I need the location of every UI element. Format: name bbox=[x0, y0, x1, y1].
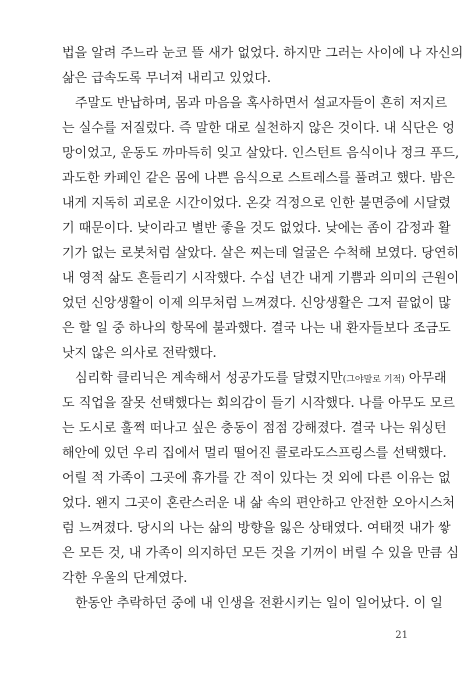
text-line: 과도한 카페인 같은 몸에 나쁜 음식으로 스트레스를 풀려고 했다. 밤은 bbox=[62, 171, 455, 186]
text-span: 아무래 bbox=[404, 371, 447, 386]
text-line: 는 도시로 훌쩍 떠나고 싶은 충동이 점점 강해졌다. 결국 나는 워싱턴 bbox=[62, 421, 447, 436]
text-line: 은 모든 것, 내 가족이 의지하던 모든 것을 기꺼이 버릴 수 있을 만큼 심 bbox=[62, 546, 459, 561]
text-line: 해안에 있던 우리 집에서 멀리 떨어진 콜로라도스프링스를 선택했다. bbox=[62, 446, 447, 461]
text-line: 주말도 반납하며, 몸과 마음을 혹사하면서 설교자들이 흔히 저지르 bbox=[75, 96, 448, 111]
text-line: 내 영적 삶도 흔들리기 시작했다. 수십 년간 내게 기쁨과 의미의 근원이 bbox=[62, 271, 460, 286]
body-text bbox=[62, 41, 464, 616]
text-line: 은 할 일 중 하나의 항목에 불과했다. 결국 나는 내 환자들보다 조금도 bbox=[62, 321, 451, 336]
text-line: 망이었고, 운동도 까마득히 잊고 살았다. 인스턴트 음식이나 정크 푸드, bbox=[62, 146, 460, 161]
page-number: 21 bbox=[395, 630, 408, 641]
text-line bbox=[62, 366, 447, 391]
aside-note: (그야말로 기적) bbox=[342, 375, 405, 385]
text-line: 었던 신앙생활이 이제 의무처럼 느껴졌다. 신앙생활은 그저 끝없이 많 bbox=[62, 296, 451, 311]
text-line: 어릴 적 가족이 그곳에 휴가를 간 적이 있다는 것 외에 다른 이유는 없 bbox=[62, 471, 451, 486]
text-line: 럼 느껴졌다. 당시의 나는 삶의 방향을 잃은 상태였다. 여태껏 내가 쌓 bbox=[62, 521, 451, 536]
text-line: 한동안 추락하던 중에 내 인생을 전환시키는 일이 일어났다. 이 일 bbox=[75, 596, 443, 611]
text-line: 기가 없는 로봇처럼 살았다. 살은 찌는데 얼굴은 수척해 보였다. 당연히 bbox=[62, 246, 460, 261]
text-line: 법을 알려 주느라 눈코 뜰 새가 없었다. 하지만 그러는 사이에 나 자신의 bbox=[62, 46, 464, 61]
text-line: 는 실수를 저질렀다. 즉 말한 대로 실천하지 않은 것이다. 내 식단은 엉 bbox=[62, 121, 455, 136]
text-span: 심리학 클리닉은 계속해서 성공가도를 달렸지만 bbox=[75, 371, 343, 386]
text-line: 낫지 않은 의사로 전락했다. bbox=[62, 346, 217, 361]
text-line: 었다. 왠지 그곳이 혼란스러운 내 삶 속의 편안하고 안전한 오아시스처 bbox=[62, 496, 455, 511]
text-line: 삶은 급속도록 무너져 내리고 있었다. bbox=[62, 71, 272, 86]
text-line: 도 직업을 잘못 선택했다는 회의감이 들기 시작했다. 나를 아무도 모르 bbox=[62, 396, 455, 411]
text-line: 각한 우울의 단계였다. bbox=[62, 571, 188, 586]
text-line: 기 때문이다. 낮이라고 별반 좋을 것도 없었다. 낮에는 좀이 감정과 활 bbox=[62, 221, 451, 236]
text-line: 내게 지독히 괴로운 시간이었다. 온갖 걱정으로 인한 불면증에 시달렸 bbox=[62, 196, 451, 211]
